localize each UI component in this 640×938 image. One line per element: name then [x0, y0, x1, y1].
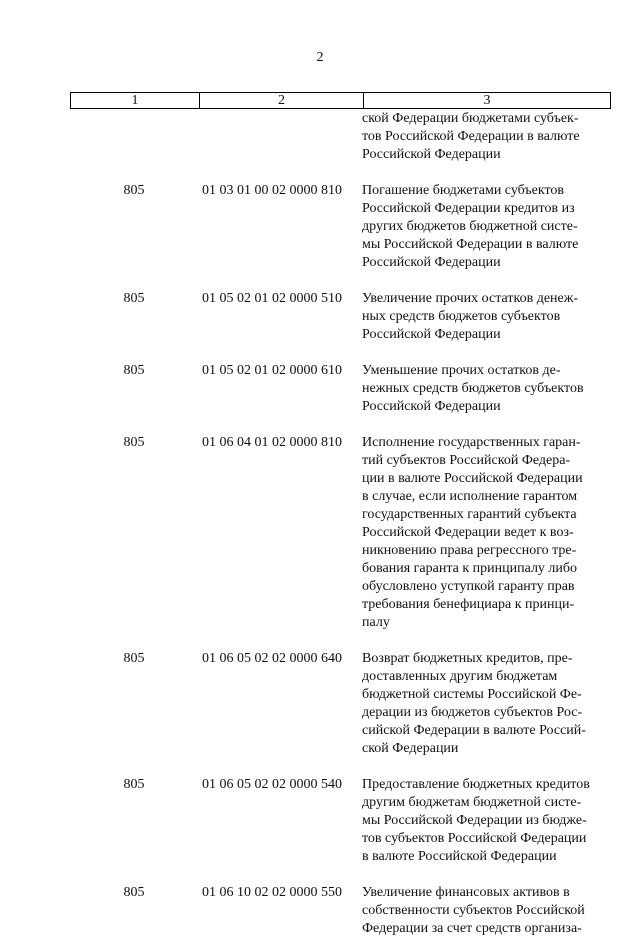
table-row [70, 884, 611, 938]
source-name: Увеличение прочих остатков денеж- ных средств бюджетов субъектов Российской Федерации [362, 291, 579, 342]
source-code: 01 06 05 02 02 0000 540 [202, 777, 342, 792]
source-code: 01 06 05 02 02 0000 640 [202, 651, 342, 666]
table-body [70, 110, 611, 938]
source-name: Погашение бюджетами субъектов Российской Федерации кредитов из других бюджетов бюджетной систе- мы Российской Федерации в валюте Российской Федерации [362, 183, 579, 270]
source-name: Предоставление бюджетных кредитов другим бюджетам бюджетной систе- мы Российской Федерации из бюдже- тов субъектов Российской Федерации в валюте Российской Федерации [362, 777, 590, 864]
admin-code: 805 [123, 183, 145, 198]
table-header [70, 92, 611, 109]
source-name: Возврат бюджетных кредитов, пре- доставленных другим бюджетам бюджетной системы Российской Фе- дерации из бюджетов субъектов Рос- сийской Федерации в валюте Россий- ской Федерации [362, 651, 586, 756]
admin-code: 805 [123, 363, 145, 378]
table-row [70, 776, 611, 866]
table-row [70, 650, 611, 758]
admin-code: 805 [123, 435, 145, 450]
table-row [70, 290, 611, 344]
source-code: 01 05 02 01 02 0000 510 [202, 291, 342, 306]
table-row [70, 434, 611, 632]
page-number: 2 [316, 50, 324, 65]
source-name: Исполнение государственных гаран- тий субъектов Российской Федера- ции в валюте Российской Федерации в случае, если исполнение гарантом государственных гарантий субъекта Российской Федерации ведет к воз- никновению права регрессного тре- бования гаранта к принципалу либо обусловлено уступкой гаранту прав требования бенефициара к принци- палу [362, 435, 583, 630]
source-code: 01 06 04 01 02 0000 810 [202, 435, 342, 450]
table-row [70, 182, 611, 272]
continuation-text: ской Федерации бюджетами субъек- тов Российской Федерации в валюте Российской Федерации [362, 111, 580, 162]
source-name: Уменьшение прочих остатков де- нежных средств бюджетов субъектов Российской Федерации [362, 363, 584, 414]
admin-code: 805 [123, 651, 145, 666]
admin-code: 805 [123, 885, 145, 900]
table-row [70, 362, 611, 416]
source-code: 01 06 10 02 02 0000 550 [202, 885, 342, 900]
admin-code: 805 [123, 291, 145, 306]
source-name: Увеличение финансовых активов в собственности субъектов Российской Федерации за счет средств организа- [362, 885, 585, 936]
source-code: 01 05 02 01 02 0000 610 [202, 363, 342, 378]
header-col-2: 2 [199, 93, 363, 108]
header-col-1: 1 [131, 93, 139, 108]
admin-code: 805 [123, 777, 145, 792]
header-col-3: 3 [363, 93, 610, 108]
source-code: 01 03 01 00 02 0000 810 [202, 183, 342, 198]
